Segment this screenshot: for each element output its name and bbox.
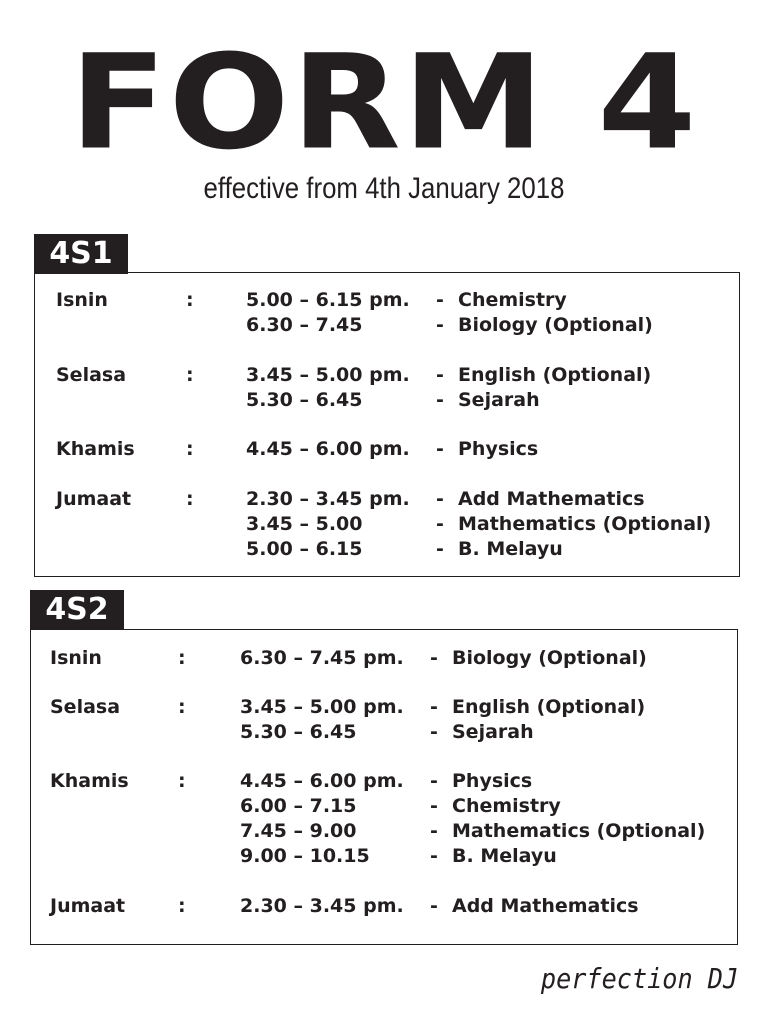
row-time: 3.45 – 5.00 pm.: [246, 364, 410, 386]
row-dash: -: [430, 721, 438, 743]
row-time: 2.30 – 3.45 pm.: [246, 488, 410, 510]
row-day: Khamis: [50, 770, 129, 792]
row-colon: :: [186, 488, 194, 510]
row-colon: :: [178, 696, 186, 718]
row-dash: -: [436, 364, 444, 386]
row-colon: :: [186, 364, 194, 386]
row-day: Isnin: [50, 647, 102, 669]
row-dash: -: [436, 538, 444, 560]
row-subject: Mathematics (Optional): [458, 513, 712, 535]
row-subject: Biology (Optional): [452, 647, 647, 669]
row-day: Jumaat: [50, 895, 126, 917]
row-day: Selasa: [50, 696, 121, 718]
row-time: 5.30 – 6.45: [240, 721, 357, 743]
row-time: 7.45 – 9.00: [240, 820, 357, 842]
row-dash: -: [430, 647, 438, 669]
row-time: 5.30 – 6.45: [246, 389, 363, 411]
row-dash: -: [430, 895, 438, 917]
row-dash: -: [430, 820, 438, 842]
row-colon: :: [178, 895, 186, 917]
row-subject: Sejarah: [458, 389, 540, 411]
section-label-4s2: 4S2: [30, 590, 124, 630]
row-subject: Add Mathematics: [458, 488, 645, 510]
row-subject: Add Mathematics: [452, 895, 639, 917]
row-dash: -: [436, 389, 444, 411]
row-time: 9.00 – 10.15: [240, 845, 370, 867]
row-subject: Sejarah: [452, 721, 534, 743]
row-time: 5.00 – 6.15: [246, 538, 363, 560]
row-time: 5.00 – 6.15 pm.: [246, 289, 410, 311]
row-dash: -: [430, 770, 438, 792]
signature: perfection DJ: [540, 962, 738, 995]
row-colon: :: [178, 647, 186, 669]
row-subject: Mathematics (Optional): [452, 820, 706, 842]
row-colon: :: [186, 438, 194, 460]
row-subject: Physics: [452, 770, 533, 792]
row-time: 6.00 – 7.15: [240, 795, 357, 817]
row-dash: -: [436, 314, 444, 336]
row-dash: -: [430, 795, 438, 817]
row-dash: -: [436, 289, 444, 311]
row-time: 3.45 – 5.00: [246, 513, 363, 535]
row-day: Khamis: [56, 438, 135, 460]
row-subject: Biology (Optional): [458, 314, 653, 336]
row-time: 4.45 – 6.00 pm.: [240, 770, 404, 792]
row-day: Jumaat: [56, 488, 132, 510]
row-subject: B. Melayu: [458, 538, 563, 560]
row-subject: Chemistry: [452, 795, 561, 817]
row-dash: -: [436, 488, 444, 510]
section-label-4s1: 4S1: [34, 234, 128, 274]
row-dash: -: [436, 513, 444, 535]
row-time: 6.30 – 7.45 pm.: [240, 647, 404, 669]
row-subject: Physics: [458, 438, 539, 460]
row-colon: :: [186, 289, 194, 311]
row-day: Isnin: [56, 289, 108, 311]
row-subject: Chemistry: [458, 289, 567, 311]
row-time: 3.45 – 5.00 pm.: [240, 696, 404, 718]
page-title: FORM 4: [69, 26, 699, 179]
row-dash: -: [436, 438, 444, 460]
row-dash: -: [430, 845, 438, 867]
row-subject: English (Optional): [458, 364, 652, 386]
row-time: 4.45 – 6.00 pm.: [246, 438, 410, 460]
page-subtitle: effective from 4th January 2018: [203, 172, 565, 205]
row-time: 6.30 – 7.45: [246, 314, 363, 336]
row-day: Selasa: [56, 364, 127, 386]
row-dash: -: [430, 696, 438, 718]
row-subject: English (Optional): [452, 696, 646, 718]
row-time: 2.30 – 3.45 pm.: [240, 895, 404, 917]
row-subject: B. Melayu: [452, 845, 557, 867]
row-colon: :: [178, 770, 186, 792]
